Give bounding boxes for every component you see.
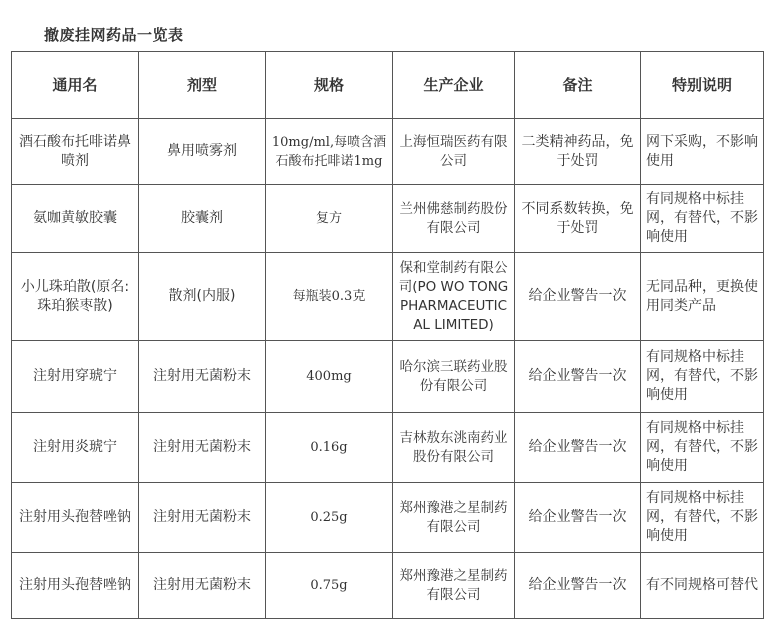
table-row: [12, 185, 764, 253]
cell-special-note: 网下采购，不影响使用: [641, 119, 764, 185]
cell-remark: 给企业警告一次: [515, 483, 641, 553]
withdrawn-drugs-table: [11, 51, 764, 619]
cell-remark: 给企业警告一次: [515, 341, 641, 413]
cell-remark: 给企业警告一次: [515, 553, 641, 619]
cell-specification: 10mg/ml,每喷含酒石酸布托啡诺1mg: [266, 119, 393, 185]
cell-dosage-form: 鼻用喷雾剂: [139, 119, 266, 185]
cell-remark: 给企业警告一次: [515, 253, 641, 341]
cell-generic-name: 注射用头孢替唑钠: [12, 553, 139, 619]
cell-generic-name: 注射用穿琥宁: [12, 341, 139, 413]
cell-manufacturer: 保和堂制药有限公司(PO WO TONG PHARMACEUTICAL LIMITED): [393, 253, 515, 341]
cell-special-note: 有同规格中标挂网，有替代，不影响使用: [641, 483, 764, 553]
cell-special-note: 无同品种，更换使用同类产品: [641, 253, 764, 341]
cell-specification: 0.75g: [266, 553, 393, 619]
cell-specification: 0.25g: [266, 483, 393, 553]
page-title: 撤废挂网药品一览表: [44, 26, 184, 44]
cell-manufacturer: 郑州豫港之星制药有限公司: [393, 553, 515, 619]
cell-generic-name: 小儿珠珀散(原名:珠珀猴枣散): [12, 253, 139, 341]
cell-dosage-form: 胶囊剂: [139, 185, 266, 253]
cell-dosage-form: 注射用无菌粉末: [139, 413, 266, 483]
cell-manufacturer: 吉林敖东洮南药业股份有限公司: [393, 413, 515, 483]
cell-generic-name: 注射用炎琥宁: [12, 413, 139, 483]
header-specification: 规格: [266, 52, 393, 119]
cell-dosage-form: 注射用无菌粉末: [139, 553, 266, 619]
table-header-row: [12, 52, 764, 119]
cell-generic-name: 注射用头孢替唑钠: [12, 483, 139, 553]
cell-special-note: 有同规格中标挂网，有替代，不影响使用: [641, 341, 764, 413]
cell-manufacturer: 哈尔滨三联药业股份有限公司: [393, 341, 515, 413]
table-row: [12, 413, 764, 483]
table-row: [12, 483, 764, 553]
cell-generic-name: 氨咖黄敏胶囊: [12, 185, 139, 253]
cell-dosage-form: 注射用无菌粉末: [139, 483, 266, 553]
cell-remark: 给企业警告一次: [515, 413, 641, 483]
cell-manufacturer: 郑州豫港之星制药有限公司: [393, 483, 515, 553]
cell-special-note: 有同规格中标挂网，有替代，不影响使用: [641, 185, 764, 253]
cell-manufacturer: 上海恒瑞医药有限公司: [393, 119, 515, 185]
table-row: [12, 553, 764, 619]
cell-dosage-form: 注射用无菌粉末: [139, 341, 266, 413]
cell-special-note: 有不同规格可替代: [641, 553, 764, 619]
header-special-note: 特别说明: [641, 52, 764, 119]
header-dosage-form: 剂型: [139, 52, 266, 119]
header-manufacturer: 生产企业: [393, 52, 515, 119]
header-remark: 备注: [515, 52, 641, 119]
header-generic-name: 通用名: [12, 52, 139, 119]
cell-specification: 0.16g: [266, 413, 393, 483]
cell-manufacturer: 兰州佛慈制药股份有限公司: [393, 185, 515, 253]
table-row: [12, 253, 764, 341]
table-row: [12, 341, 764, 413]
cell-remark: 不同系数转换，免于处罚: [515, 185, 641, 253]
cell-generic-name: 酒石酸布托啡诺鼻喷剂: [12, 119, 139, 185]
cell-special-note: 有同规格中标挂网，有替代，不影响使用: [641, 413, 764, 483]
cell-specification: 复方: [266, 185, 393, 253]
cell-dosage-form: 散剂(内服): [139, 253, 266, 341]
cell-specification: 每瓶装0.3克: [266, 253, 393, 341]
table-row: [12, 119, 764, 185]
cell-remark: 二类精神药品，免于处罚: [515, 119, 641, 185]
cell-specification: 400mg: [266, 341, 393, 413]
